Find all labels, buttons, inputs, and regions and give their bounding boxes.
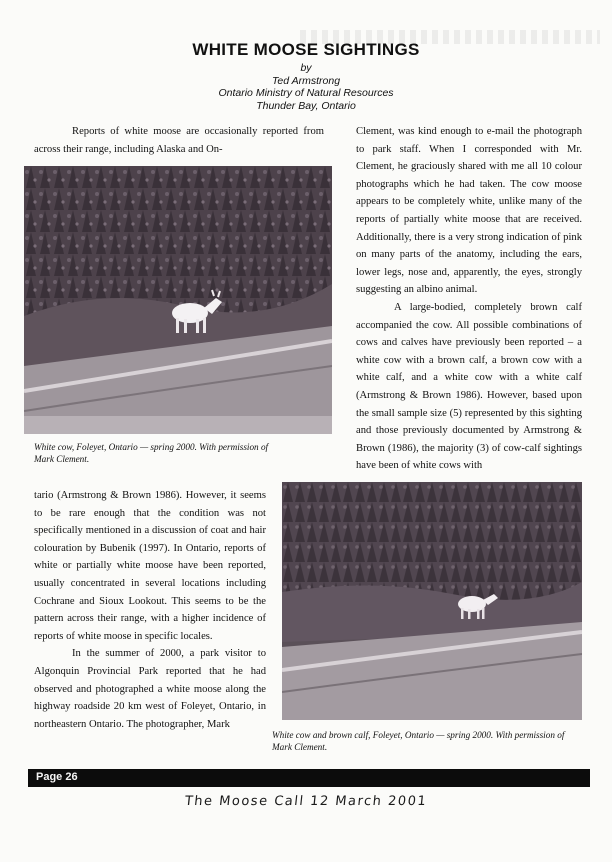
paragraph: Reports of white moose are occasionally reported from across their range, including Alaska and On-: [34, 126, 324, 155]
photo-caption: White cow and brown calf, Foleyet, Ontario — spring 2000. With permission of Mark Clement.: [272, 730, 565, 752]
byline-author: Ted Armstrong: [271, 74, 341, 87]
photo-white-cow: [24, 166, 332, 434]
article-title: WHITE MOOSE SIGHTINGS: [192, 40, 420, 59]
byline-location: Thunder Bay, Ontario: [256, 99, 356, 112]
photo-white-cow-brown-calf: [282, 482, 582, 720]
handwritten-source-note: The Moose Call 12 March 2001: [184, 794, 428, 809]
paragraph: Clement, was kind enough to e-mail the photograph to park staff. When I corresponded with Mr. Clement, he graciously shared with me all 10 colour photographs which he had taken. The cow moose appears to be completely white, unlike many of the reports of partially white moose that are received. Additionally, there is a very strong indication of pink on many parts of the anatomy, including the ears, lower legs, nose and, apparently, the eyes, strongly suggesting an albino animal.: [356, 126, 582, 296]
column-left-bottom: [34, 487, 266, 733]
byline-by: by: [300, 62, 312, 74]
paragraph: tario (Armstrong & Brown 1986). However, it seems to be rare enough that the condition was not specifically mentioned in a discussion of coat and hair colouration by Bubenik (1997). In Ontario, reports of white or partially white moose have been reported, usually concentrated in several locations including Cochrane and Sioux Lookout. This seems to be the pattern across their range, with a higher incidence of reports of white moose in specific locales.: [34, 490, 266, 642]
page-number: Page 26: [36, 771, 78, 783]
footer-bar: [28, 769, 590, 787]
paragraph: A large-bodied, completely brown calf accompanied the cow. All possible combinations of cows and calves have previously been reported – a white cow with a brown calf, a brown cow with a white calf, and a white cow with a white calf (Armstrong & Brown 1986). However, based upon the small sample size (5) represented by this sighting and those previously documented by Armstrong & Brown (1986), the majority (3) of cow-calf sightings have been of white cows with: [356, 301, 582, 472]
column-right-top: [356, 123, 582, 475]
byline-affiliation: Ontario Ministry of Natural Resources: [218, 87, 394, 99]
photo-caption: White cow, Foleyet, Ontario — spring 2000. With permission of Mark Clement.: [34, 442, 269, 464]
column-left-top: [34, 123, 324, 158]
byline: [0, 62, 612, 112]
paragraph: In the summer of 2000, a park visitor to Algonquin Provincial Park reported that he had observed and photographed a white moose along the highway roadside 20 km west of Foleyet, Ontario, in northeastern Ontario. The photographer, Mark: [34, 648, 266, 730]
